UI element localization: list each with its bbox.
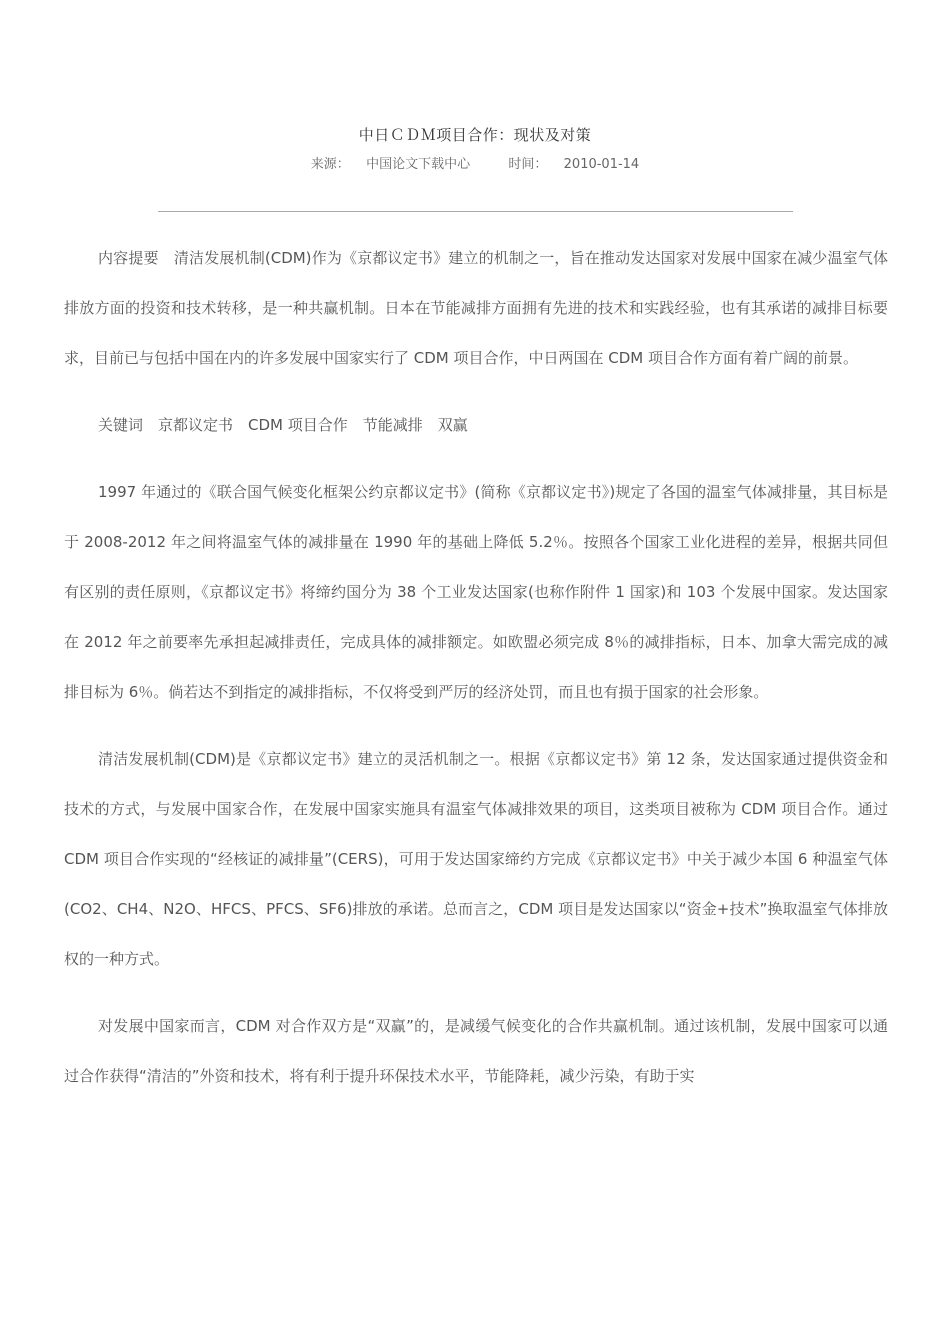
source-label: 来源： [310, 157, 350, 172]
source-value: 中国论文下载中心 [366, 157, 471, 172]
body-paragraph-3: 对发展中国家而言，CDM 对合作双方是“双赢”的，是减缓气候变化的合作共赢机制。通过该机制，发展中国家可以通过合作获得“清洁的”外资和技术，将有利于提升环保技术水平，节能降耗，减少污染，有助于实 [64, 1017, 888, 1085]
time-label: 时间： [508, 157, 548, 172]
time-value: 2010-01-14 [563, 157, 640, 172]
article-title: 中日ＣＤＭ项目合作：现状及对策 [358, 126, 592, 144]
abstract-paragraph: 内容提要 清洁发展机制(CDM)作为《京都议定书》建立的机制之一，旨在推动发达国家对发展中国家在减少温室气体排放方面的投资和技术转移，是一种共赢机制。日本在节能减排方面拥有先进的技术和实践经验，也有其承诺的减排目标要求，目前已与包括中国在内的许多发展中国家实行了 CDM 项目合作，中日两国在 CDM 项目合作方面有着广阔的前景。 [64, 249, 888, 367]
divider-line [158, 211, 793, 212]
body-paragraph-1: 1997 年通过的《联合国气候变化框架公约京都议定书》(简称《京都议定书》)规定了各国的温室气体减排量，其目标是于 2008-2012 年之间将温室气体的减排量在 1990 年的基础上降低 5.2％。按照各个国家工业化进程的差异，根据共同但有区别的责任原则，《京都议定书》将缔约国分为 38 个工业发达国家(也称作附件 1 国家)和 103 个发展中国家。发达国家在 2012 年之前要率先承担起减排责任，完成具体的减排额定。如欧盟必须完成 8％的减排指标，日本、加拿大需完成的减排目标为 6％。倘若达不到指定的减排指标，不仅将受到严厉的经济处罚，而且也有损于国家的社会形象。 [64, 483, 888, 701]
article-body [64, 233, 888, 1118]
body-paragraph-2: 清洁发展机制(CDM)是《京都议定书》建立的灵活机制之一。根据《京都议定书》第 12 条，发达国家通过提供资金和技术的方式，与发展中国家合作，在发展中国家实施具有温室气体减排效果的项目，这类项目被称为 CDM 项目合作。通过 CDM 项目合作实现的“经核证的减排量”(CERS)，可用于发达国家缔约方完成《京都议定书》中关于减少本国 6 种温室气体(CO2、CH4、N2O、HFCS、PFCS、SF6)排放的承诺。总而言之，CDM 项目是发达国家以“资金+技术”换取温室气体排放权的一种方式。 [64, 750, 888, 968]
keywords-paragraph: 关键词 京都议定书 CDM 项目合作 节能减排 双赢 [98, 416, 468, 434]
article-meta [0, 153, 950, 172]
